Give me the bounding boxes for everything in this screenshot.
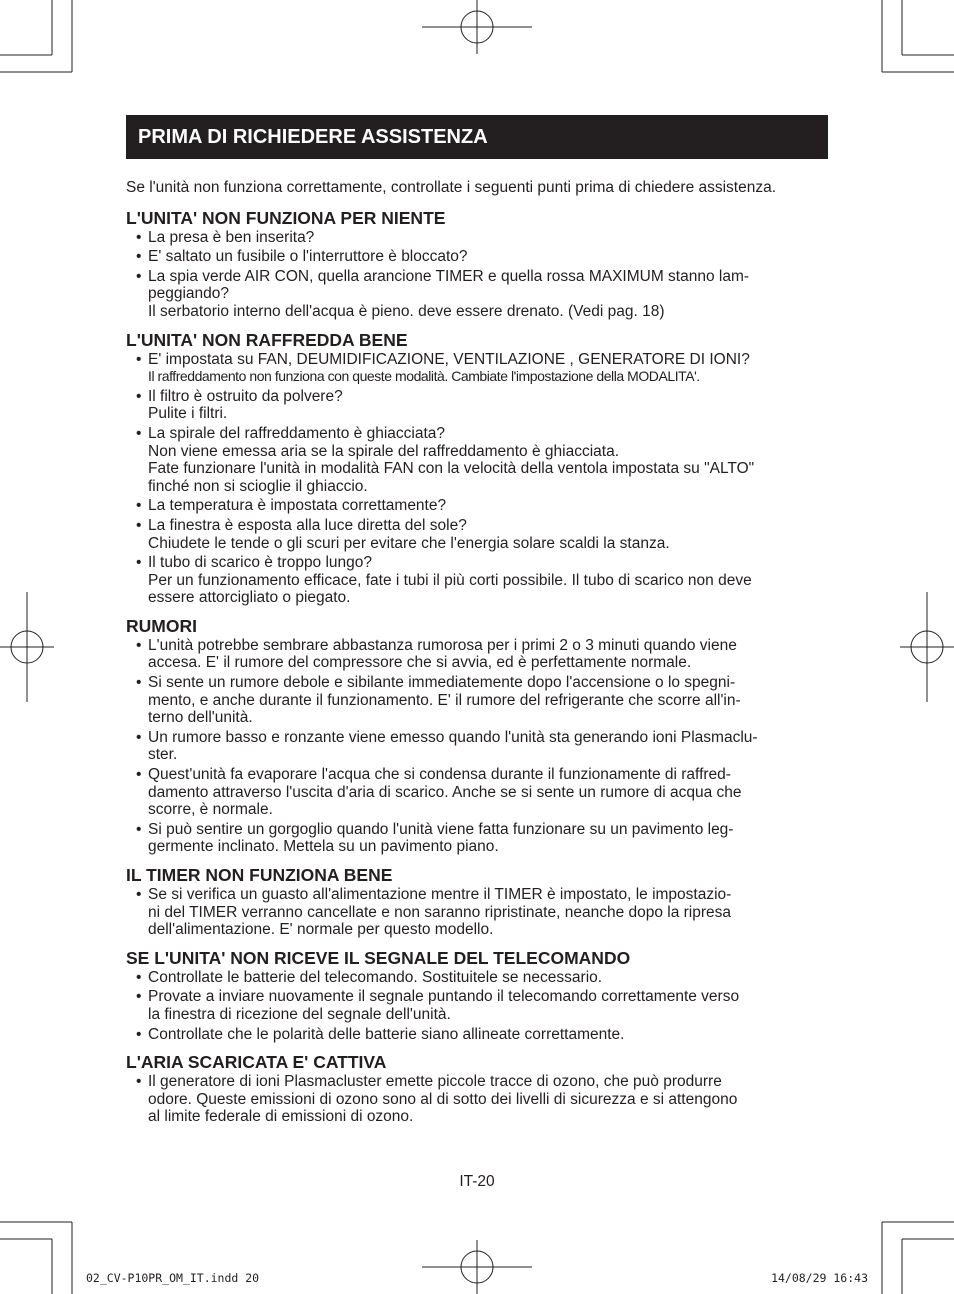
section xyxy=(126,1051,828,1126)
list-item xyxy=(126,886,828,939)
file-name-slug: 02_CV-P10PR_OM_IT.indd 20 xyxy=(86,1271,260,1285)
list-item xyxy=(126,1073,828,1126)
list-item xyxy=(126,351,828,386)
list-item-line: • Provate a inviare nuovamente il segnale puntando il telecomando correttamente verso xyxy=(148,988,740,1006)
list-item-line: Pulite i filtri. xyxy=(148,405,228,423)
list-item-line: al limite federale di emissioni di ozono. xyxy=(148,1108,414,1126)
list-item xyxy=(126,766,828,819)
list-item-line: la finestra di ricezione del segnale dell'unità. xyxy=(148,1005,451,1023)
list-item-line: Il raffreddamento non funziona con queste modalità. Cambiate l'impostazione della MODALITA'. xyxy=(148,368,700,385)
list-item-line: odore. Queste emissioni di ozono sono al di sotto dei livelli di sicurezza e si attengono xyxy=(148,1090,738,1108)
list-item-line: finché non si scioglie il ghiaccio. xyxy=(148,477,368,495)
bullet-list xyxy=(126,886,828,939)
section-heading: L'ARIA SCARICATA E' CATTIVA xyxy=(126,1052,387,1073)
section-heading: IL TIMER NON FUNZIONA BENE xyxy=(126,865,393,885)
list-item-line: Fate funzionare l'unità in modalità FAN con la velocità della ventola impostata su "ALTO" xyxy=(148,460,755,478)
intro-text: Se l'unità non funziona correttamente, controllate i seguenti punti prima di chiedere assistenza. xyxy=(126,179,777,196)
section xyxy=(126,864,828,939)
section-heading: SE L'UNITA' NON RICEVE IL SEGNALE DEL TELECOMANDO xyxy=(126,947,631,968)
section-heading: L'UNITA' NON RAFFREDDA BENE xyxy=(126,329,408,350)
list-item-line: • E' saltato un fusibile o l'interruttore è bloccato? xyxy=(148,248,468,266)
list-item-line: • Si sente un rumore debole e sibilante immediatemente dopo l'accensione o lo spegni- xyxy=(148,674,736,692)
document-body xyxy=(126,179,828,1134)
section xyxy=(126,207,828,321)
list-item-line: • Il filtro è ostruito da polvere? xyxy=(148,387,343,405)
list-item xyxy=(126,497,828,515)
list-item-line: ster. xyxy=(148,746,178,764)
list-item xyxy=(126,729,828,764)
section xyxy=(126,947,828,1043)
list-item-line: • Si può sentire un gorgoglio quando l'unità viene fatta funzionare su un pavimento leg- xyxy=(148,820,734,838)
list-item-line: • La spia verde AIR CON, quella arancione TIMER e quella rossa MAXIMUM stanno lam- xyxy=(148,267,750,285)
list-item-line: terno dell'unità. xyxy=(148,709,253,727)
bullet-list xyxy=(126,351,828,607)
bullet-list xyxy=(126,969,828,1043)
list-item-line: mento, e anche durante il funzionamento. E' il rumore del refrigerante che scorre all'in- xyxy=(148,691,741,709)
list-item-line: damento attraverso l'uscita d'aria di scarico. Anche se si sente un rumore di acqua che xyxy=(148,783,742,801)
list-item-line: • La spirale del raffreddamento è ghiacciata? xyxy=(148,424,445,442)
list-item-line: • L'unità potrebbe sembrare abbastanza rumorosa per i primi 2 o 3 minuti quando viene xyxy=(148,636,737,654)
list-item-line: scorre, è normale. xyxy=(148,801,273,819)
list-item-line: dell'alimentazione. E' normale per questo modello. xyxy=(148,921,494,939)
list-item xyxy=(126,821,828,856)
list-item-line: • La temperatura è impostata correttamente? xyxy=(148,497,447,515)
list-item-line: essere attorcigliato o piegato. xyxy=(148,589,351,607)
list-item-line: • Il tubo di scarico è troppo lungo? xyxy=(148,554,373,572)
list-item xyxy=(126,988,828,1023)
list-item-line: germente inclinato. Mettela su un pavimento piano. xyxy=(148,838,499,856)
list-item xyxy=(126,517,828,552)
list-item-line: ni del TIMER verranno cancellate e non saranno ripristinate, neanche dopo la ripresa xyxy=(148,903,732,921)
section-heading: L'UNITA' NON FUNZIONA PER NIENTE xyxy=(126,207,446,228)
list-item-line: • Controllate che le polarità delle batterie siano allineate correttamente. xyxy=(148,1025,625,1043)
list-item-line: accesa. E' il rumore del compressore che si avvia, ed è perfettamente normale. xyxy=(148,654,692,672)
section xyxy=(126,615,828,856)
page-number: IT-20 xyxy=(459,1173,495,1190)
list-item-line: • La presa è ben inserita? xyxy=(148,228,315,246)
list-item xyxy=(126,674,828,727)
list-item-line: • Controllate le batterie del telecomando. Sostituitele se necessario. xyxy=(148,968,603,986)
bullet-list xyxy=(126,229,828,321)
bullet-list xyxy=(126,637,828,856)
list-item xyxy=(126,425,828,495)
list-item-line: • La finestra è esposta alla luce diretta del sole? xyxy=(148,516,467,534)
page-title: PRIMA DI RICHIEDERE ASSISTENZA xyxy=(126,115,828,159)
list-item-line: Il serbatorio interno dell'acqua è pieno. deve essere drenato. (Vedi pag. 18) xyxy=(148,302,665,320)
timestamp-slug: 14/08/29 16:43 xyxy=(771,1271,868,1285)
section-heading: RUMORI xyxy=(126,615,197,636)
list-item xyxy=(126,554,828,607)
list-item xyxy=(126,637,828,672)
list-item-line: Non viene emessa aria se la spirale del raffreddamento è ghiacciata. xyxy=(148,442,620,460)
list-item-line: • Un rumore basso e ronzante viene emesso quando l'unità sta generando ioni Plasmaclu- xyxy=(148,728,758,746)
list-item xyxy=(126,229,828,247)
list-item-line: Per un funzionamento efficace, fate i tubi il più corti possibile. Il tubo di scarico non deve xyxy=(148,571,752,589)
bullet-list xyxy=(126,1073,828,1126)
list-item-line: • Quest'unità fa evaporare l'acqua che si condensa durante il funzionamente di raffred- xyxy=(148,766,731,784)
sections-container xyxy=(126,207,828,1126)
list-item xyxy=(126,248,828,266)
list-item-line: Chiudete le tende o gli scuri per evitare che l'energia solare scaldi la stanza. xyxy=(148,534,670,552)
section xyxy=(126,329,828,607)
list-item xyxy=(126,969,828,987)
list-item-line: • E' impostata su FAN, DEUMIDIFICAZIONE, VENTILAZIONE , GENERATORE DI IONI? xyxy=(148,350,750,368)
list-item-line: • Se si verifica un guasto all'alimentazione mentre il TIMER è impostato, le impostazio- xyxy=(148,886,732,903)
list-item xyxy=(126,1026,828,1044)
list-item-line: • Il generatore di ioni Plasmacluster emette piccole tracce di ozono, che può produrre xyxy=(148,1073,722,1091)
list-item xyxy=(126,268,828,321)
list-item-line: peggiando? xyxy=(148,285,230,303)
list-item xyxy=(126,388,828,423)
